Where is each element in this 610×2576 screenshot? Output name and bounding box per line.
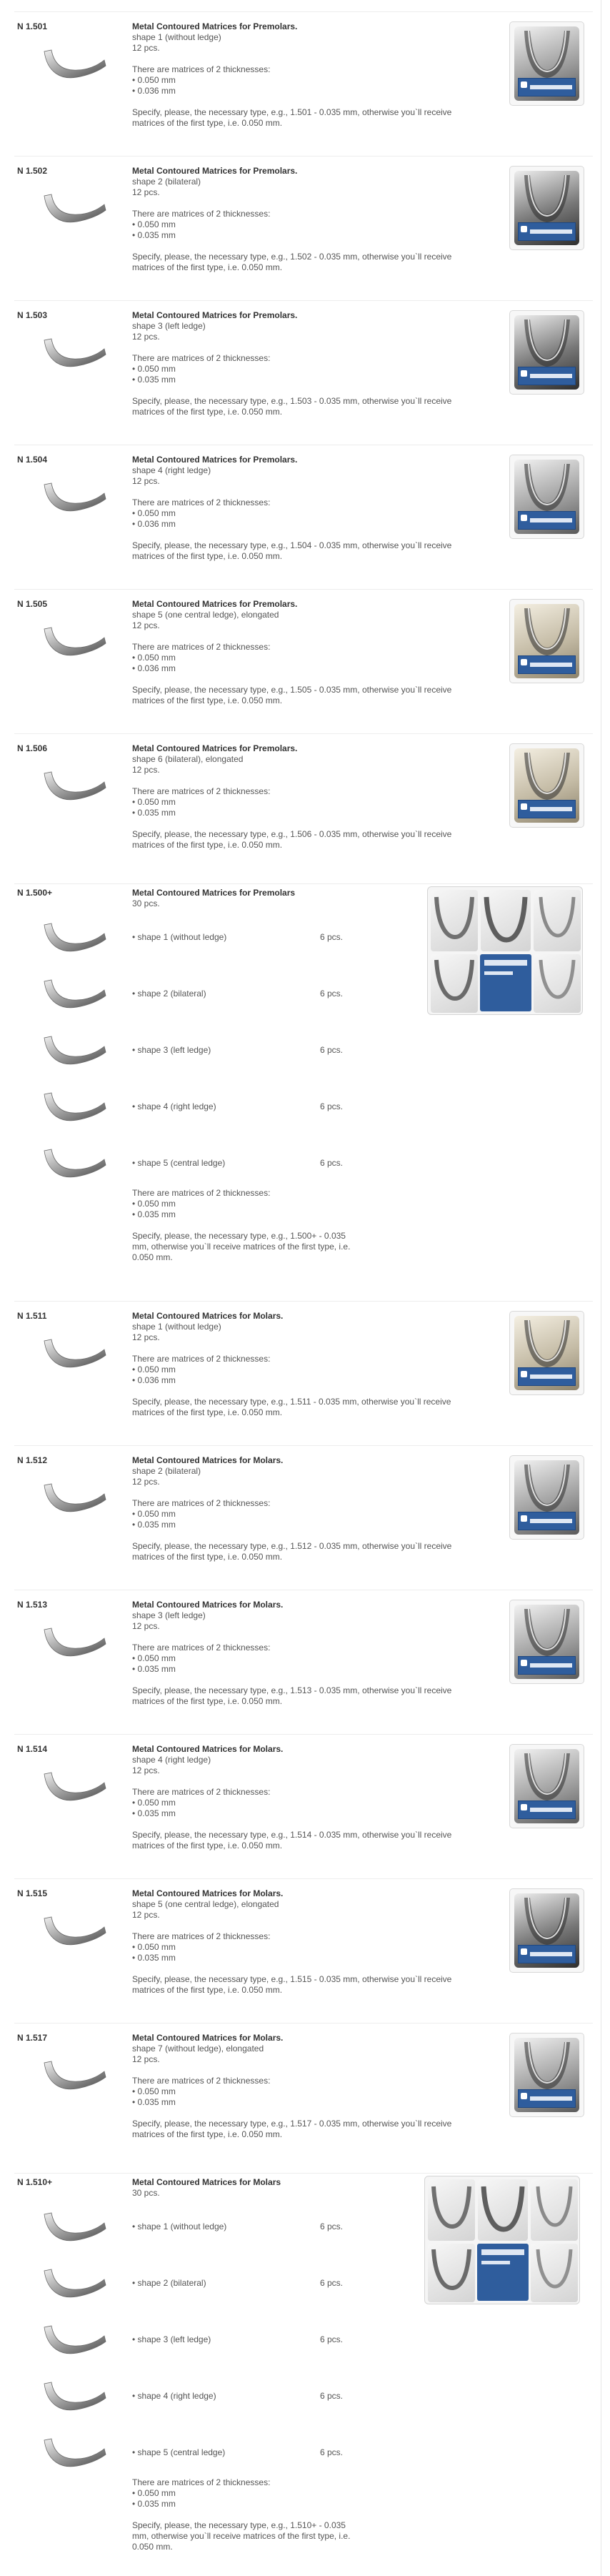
thickness-option: • 0.050 mm [132, 508, 176, 518]
thickness-option: • 0.035 mm [132, 230, 176, 240]
product-title: Metal Contoured Matrices for Premolars. [132, 310, 298, 320]
matrix-package-icon [509, 1600, 584, 1684]
product-shape: shape 3 (left ledge) [132, 1610, 206, 1620]
set-row-label: • shape 5 (central ledge) [132, 1158, 226, 1168]
matrix-band-icon [40, 2207, 109, 2247]
product-quantity: 12 pcs. [132, 765, 160, 775]
product-quantity: 12 pcs. [132, 1621, 160, 1631]
product-details [132, 166, 475, 273]
product-code: N 1.502 [17, 166, 48, 176]
order-note: Specify, please, the necessary type, e.g., 1.502 - 0.035 mm, otherwise you`ll receive [132, 252, 452, 262]
set-row-quantity: 6 pcs. [320, 2334, 344, 2344]
order-note: Specify, please, the necessary type, e.g., 1.514 - 0.035 mm, otherwise you`ll receive [132, 1830, 452, 1840]
thickness-option: • 0.035 mm [132, 1664, 176, 1674]
section-divider [14, 2173, 593, 2174]
order-note: matrices of the first type, i.e. 0.050 mm. [132, 118, 283, 128]
product-title: Metal Contoured Matrices for Premolars [132, 888, 296, 898]
product-title: Metal Contoured Matrices for Molars. [132, 1600, 284, 1610]
matrix-package-icon [509, 310, 584, 395]
order-note: matrices of the first type, i.e. 0.050 mm. [132, 1552, 283, 1562]
product-code: N 1.515 [17, 1888, 48, 1898]
matrix-package-icon [509, 2033, 584, 2117]
matrix-package-icon [509, 599, 584, 683]
product-code: N 1.501 [17, 21, 48, 31]
product-title: Metal Contoured Matrices for Premolars. [132, 743, 298, 753]
section-divider [14, 156, 593, 157]
thickness-option: • 0.050 mm [132, 75, 176, 85]
product-code: N 1.506 [17, 743, 48, 753]
set-row-label: • shape 2 (bilateral) [132, 989, 206, 999]
set-row-quantity: 6 pcs. [320, 2278, 344, 2288]
section-divider [14, 883, 593, 884]
set-thickness [132, 1188, 475, 1263]
order-note: Specify, please, the necessary type, e.g., 1.510+ - 0.035 [132, 2520, 346, 2530]
thickness-option: • 0.050 mm [132, 364, 176, 374]
thickness-intro: There are matrices of 2 thicknesses: [132, 209, 271, 219]
product-shape: shape 6 (bilateral), elongated [132, 754, 244, 764]
product-shape: shape 2 (bilateral) [132, 1466, 201, 1476]
thickness-option: • 0.050 mm [132, 2086, 176, 2096]
product-code: N 1.510+ [17, 2177, 53, 2187]
product-code: N 1.505 [17, 599, 48, 609]
section-divider [14, 300, 593, 301]
product-quantity: 30 pcs. [132, 898, 160, 908]
matrix-package-icon [509, 743, 584, 828]
matrix-package-icon [509, 1455, 584, 1540]
thickness-option: • 0.050 mm [132, 1798, 176, 1808]
order-note: Specify, please, the necessary type, e.g., 1.505 - 0.035 mm, otherwise you`ll receive [132, 685, 452, 695]
order-note: Specify, please, the necessary type, e.g., 1.517 - 0.035 mm, otherwise you`ll receive [132, 2119, 452, 2129]
product-shape: shape 5 (one central ledge), elongated [132, 1899, 279, 1909]
order-note: matrices of the first type, i.e. 0.050 mm. [132, 1696, 283, 1706]
product-quantity: 12 pcs. [132, 332, 160, 342]
order-note: Specify, please, the necessary type, e.g., 1.504 - 0.035 mm, otherwise you`ll receive [132, 540, 452, 550]
set-header [132, 2177, 475, 2199]
matrix-package-icon [509, 1311, 584, 1395]
matrix-package-icon [509, 166, 584, 250]
thickness-option: • 0.035 mm [132, 1520, 176, 1530]
order-note: mm, otherwise you`ll receive matrices of the first type, i.e. [132, 2531, 351, 2541]
order-note: 0.050 mm. [132, 1252, 173, 1262]
product-shape: shape 3 (left ledge) [132, 321, 206, 331]
product-shape: shape 1 (without ledge) [132, 1322, 221, 1332]
order-note: Specify, please, the necessary type, e.g., 1.513 - 0.035 mm, otherwise you`ll receive [132, 1685, 452, 1695]
thickness-intro: There are matrices of 2 thicknesses: [132, 1787, 271, 1797]
product-details [132, 1888, 475, 1996]
set-row-label: • shape 4 (right ledge) [132, 1101, 216, 1111]
product-details [132, 455, 475, 562]
thickness-option: • 0.035 mm [132, 2097, 176, 2107]
product-details [132, 599, 475, 706]
product-title: Metal Contoured Matrices for Molars. [132, 1455, 284, 1465]
set-row-quantity: 6 pcs. [320, 989, 344, 999]
matrix-band-icon [40, 333, 109, 373]
product-details [132, 1455, 475, 1562]
product-details [132, 1744, 475, 1851]
matrix-band-icon [40, 189, 109, 229]
product-details [132, 2033, 475, 2140]
thickness-intro: There are matrices of 2 thicknesses: [132, 642, 271, 652]
matrix-band-icon [40, 1623, 109, 1663]
thickness-option: • 0.035 mm [132, 1808, 176, 1818]
product-code: N 1.517 [17, 2033, 48, 2043]
product-code: N 1.503 [17, 310, 48, 320]
order-note: Specify, please, the necessary type, e.g., 1.512 - 0.035 mm, otherwise you`ll receive [132, 1541, 452, 1551]
matrix-band-icon [40, 2056, 109, 2096]
thickness-option: • 0.035 mm [132, 375, 176, 385]
thickness-option: • 0.050 mm [132, 1653, 176, 1663]
matrix-kit-icon [427, 886, 583, 1015]
matrix-band-icon [40, 1144, 109, 1184]
product-quantity: 12 pcs. [132, 1910, 160, 1920]
thickness-intro: There are matrices of 2 thicknesses: [132, 1498, 271, 1508]
thickness-intro: There are matrices of 2 thicknesses: [132, 1643, 271, 1653]
order-note: Specify, please, the necessary type, e.g., 1.506 - 0.035 mm, otherwise you`ll receive [132, 829, 452, 839]
matrix-band-icon [40, 974, 109, 1014]
product-details [132, 310, 475, 417]
order-note: Specify, please, the necessary type, e.g., 1.500+ - 0.035 [132, 1231, 346, 1241]
order-note: Specify, please, the necessary type, e.g., 1.515 - 0.035 mm, otherwise you`ll receive [132, 1974, 452, 1984]
thickness-option: • 0.050 mm [132, 653, 176, 663]
matrix-band-icon [40, 1478, 109, 1518]
product-code: N 1.513 [17, 1600, 48, 1610]
thickness-option: • 0.035 mm [132, 1953, 176, 1963]
matrix-package-icon [509, 1888, 584, 1973]
set-row-label: • shape 3 (left ledge) [132, 2334, 211, 2344]
section-divider [14, 1445, 593, 1446]
matrix-band-icon [40, 1334, 109, 1374]
order-note: matrices of the first type, i.e. 0.050 mm. [132, 2129, 283, 2139]
thickness-intro: There are matrices of 2 thicknesses: [132, 1931, 271, 1941]
set-row-label: • shape 3 (left ledge) [132, 1045, 211, 1055]
thickness-option: • 0.050 mm [132, 1509, 176, 1519]
order-note: Specify, please, the necessary type, e.g., 1.501 - 0.035 mm, otherwise you`ll receive [132, 107, 452, 117]
thickness-intro: There are matrices of 2 thicknesses: [132, 2477, 271, 2487]
product-code: N 1.511 [17, 1311, 47, 1321]
section-divider [14, 11, 593, 12]
matrix-band-icon [40, 2320, 109, 2360]
set-row-label: • shape 1 (without ledge) [132, 2221, 227, 2231]
thickness-option: • 0.050 mm [132, 1364, 176, 1374]
product-quantity: 12 pcs. [132, 1477, 160, 1487]
product-quantity: 12 pcs. [132, 187, 160, 197]
order-note: matrices of the first type, i.e. 0.050 mm. [132, 407, 283, 417]
product-details [132, 1600, 475, 1707]
set-row-quantity: 6 pcs. [320, 1158, 344, 1168]
product-details [132, 743, 475, 851]
product-shape: shape 4 (right ledge) [132, 465, 211, 475]
set-header [132, 888, 475, 909]
thickness-intro: There are matrices of 2 thicknesses: [132, 786, 271, 796]
product-quantity: 12 pcs. [132, 1765, 160, 1775]
product-details [132, 1311, 475, 1418]
thickness-option: • 0.050 mm [132, 2488, 176, 2498]
order-note: mm, otherwise you`ll receive matrices of the first type, i.e. [132, 1242, 351, 1252]
matrix-band-icon [40, 2377, 109, 2417]
matrix-package-icon [509, 455, 584, 539]
set-thickness [132, 2477, 475, 2552]
thickness-intro: There are matrices of 2 thicknesses: [132, 2076, 271, 2086]
thickness-option: • 0.050 mm [132, 797, 176, 807]
product-code: N 1.514 [17, 1744, 48, 1754]
matrix-band-icon [40, 2433, 109, 2473]
thickness-option: • 0.035 mm [132, 2499, 176, 2509]
matrix-band-icon [40, 1767, 109, 1807]
section-divider [14, 733, 593, 734]
section-divider [14, 1734, 593, 1735]
product-title: Metal Contoured Matrices for Premolars. [132, 21, 298, 31]
product-title: Metal Contoured Matrices for Premolars. [132, 166, 298, 176]
matrix-band-icon [40, 1031, 109, 1071]
order-note: matrices of the first type, i.e. 0.050 mm. [132, 840, 283, 850]
order-note: matrices of the first type, i.e. 0.050 mm. [132, 1841, 283, 1851]
product-quantity: 12 pcs. [132, 620, 160, 630]
thickness-option: • 0.050 mm [132, 219, 176, 229]
matrix-package-icon [509, 21, 584, 106]
product-shape: shape 1 (without ledge) [132, 32, 221, 42]
thickness-option: • 0.035 mm [132, 1209, 176, 1219]
matrix-band-icon [40, 44, 109, 84]
product-title: Metal Contoured Matrices for Molars. [132, 1311, 284, 1321]
thickness-option: • 0.050 mm [132, 1942, 176, 1952]
thickness-option: • 0.036 mm [132, 86, 176, 96]
matrix-kit-icon [424, 2176, 580, 2304]
product-title: Metal Contoured Matrices for Premolars. [132, 599, 298, 609]
matrix-package-icon [509, 1744, 584, 1828]
set-row-label: • shape 2 (bilateral) [132, 2278, 206, 2288]
set-row-quantity: 6 pcs. [320, 1101, 344, 1111]
thickness-intro: There are matrices of 2 thicknesses: [132, 497, 271, 507]
product-quantity: 12 pcs. [132, 2054, 160, 2064]
matrix-band-icon [40, 1087, 109, 1127]
product-quantity: 30 pcs. [132, 2188, 160, 2198]
set-row-quantity: 6 pcs. [320, 1045, 344, 1055]
matrix-band-icon [40, 918, 109, 958]
thickness-option: • 0.050 mm [132, 1199, 176, 1209]
product-title: Metal Contoured Matrices for Molars [132, 2177, 281, 2187]
matrix-band-icon [40, 2264, 109, 2304]
order-note: matrices of the first type, i.e. 0.050 mm. [132, 1407, 283, 1417]
set-row-quantity: 6 pcs. [320, 2447, 344, 2457]
order-note: matrices of the first type, i.e. 0.050 mm. [132, 262, 283, 272]
product-shape: shape 2 (bilateral) [132, 177, 201, 187]
product-shape: shape 7 (without ledge), elongated [132, 2044, 264, 2054]
product-title: Metal Contoured Matrices for Molars. [132, 1744, 284, 1754]
order-note: matrices of the first type, i.e. 0.050 mm. [132, 695, 283, 705]
thickness-option: • 0.036 mm [132, 1375, 176, 1385]
product-code: N 1.512 [17, 1455, 48, 1465]
set-row-label: • shape 1 (without ledge) [132, 932, 227, 942]
section-divider [14, 1301, 593, 1302]
set-row-quantity: 6 pcs. [320, 932, 344, 942]
product-shape: shape 4 (right ledge) [132, 1755, 211, 1765]
product-title: Metal Contoured Matrices for Molars. [132, 2033, 284, 2043]
thickness-intro: There are matrices of 2 thicknesses: [132, 1188, 271, 1198]
thickness-intro: There are matrices of 2 thicknesses: [132, 64, 271, 74]
set-row-quantity: 6 pcs. [320, 2391, 344, 2401]
product-quantity: 12 pcs. [132, 1332, 160, 1342]
matrix-band-icon [40, 477, 109, 517]
product-shape: shape 5 (one central ledge), elongated [132, 610, 279, 620]
order-note: Specify, please, the necessary type, e.g., 1.503 - 0.035 mm, otherwise you`ll receive [132, 396, 452, 406]
order-note: 0.050 mm. [132, 2542, 173, 2552]
product-title: Metal Contoured Matrices for Molars. [132, 1888, 284, 1898]
thickness-option: • 0.036 mm [132, 663, 176, 673]
matrix-band-icon [40, 1911, 109, 1951]
thickness-intro: There are matrices of 2 thicknesses: [132, 353, 271, 363]
thickness-option: • 0.035 mm [132, 808, 176, 818]
section-divider [14, 589, 593, 590]
product-title: Metal Contoured Matrices for Premolars. [132, 455, 298, 465]
product-quantity: 12 pcs. [132, 43, 160, 53]
order-note: matrices of the first type, i.e. 0.050 mm. [132, 551, 283, 561]
thickness-intro: There are matrices of 2 thicknesses: [132, 1354, 271, 1364]
set-row-label: • shape 4 (right ledge) [132, 2391, 216, 2401]
order-note: Specify, please, the necessary type, e.g., 1.511 - 0.035 mm, otherwise you`ll receive [132, 1397, 451, 1407]
product-code: N 1.500+ [17, 888, 53, 898]
product-code: N 1.504 [17, 455, 48, 465]
set-row-label: • shape 5 (central ledge) [132, 2447, 226, 2457]
matrix-band-icon [40, 622, 109, 662]
order-note: matrices of the first type, i.e. 0.050 mm. [132, 1985, 283, 1995]
product-details [132, 21, 475, 129]
set-row-quantity: 6 pcs. [320, 2221, 344, 2231]
section-divider [14, 1878, 593, 1879]
matrix-band-icon [40, 766, 109, 806]
thickness-option: • 0.036 mm [132, 519, 176, 529]
product-quantity: 12 pcs. [132, 476, 160, 486]
